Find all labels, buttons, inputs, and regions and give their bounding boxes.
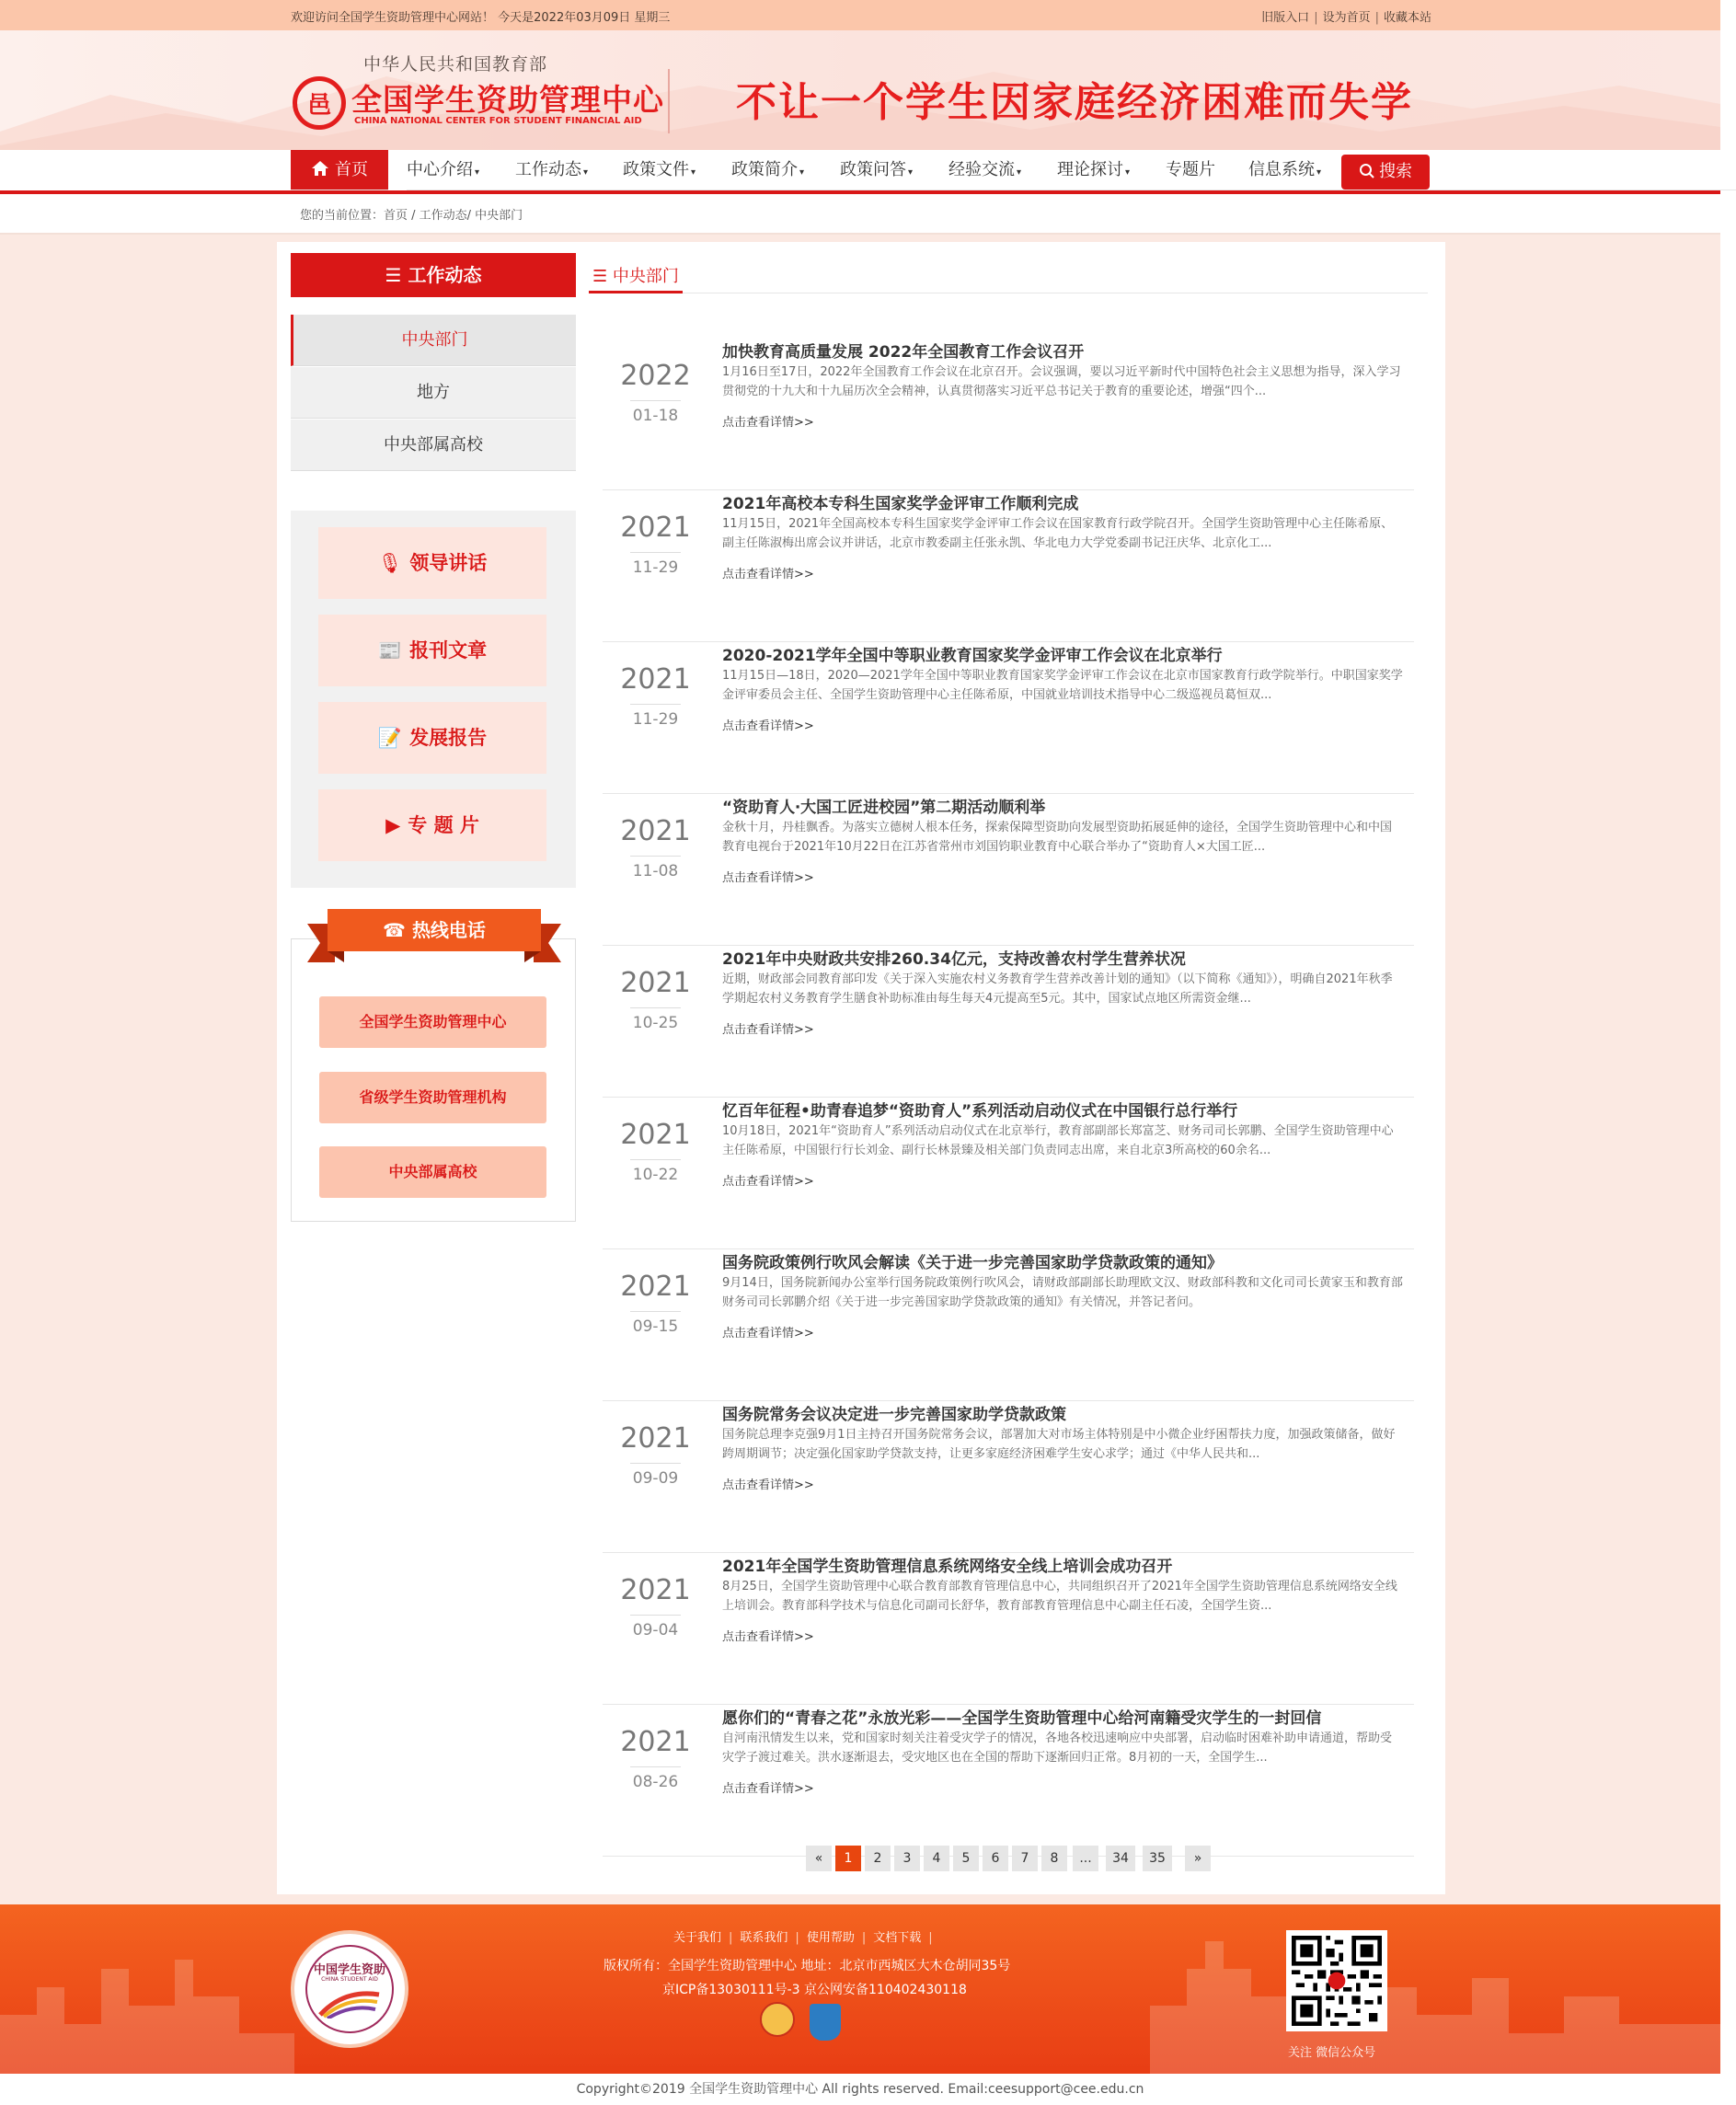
date-divider	[630, 856, 681, 857]
newspaper-icon: 📰	[377, 639, 403, 661]
wechat-qr-code	[1286, 1930, 1387, 2031]
play-icon: ▶	[385, 814, 401, 836]
news-item[interactable]	[603, 1401, 1414, 1553]
press-articles-button[interactable]	[318, 615, 546, 686]
sidebar-item-universities[interactable]: 中央部属高校	[291, 420, 576, 471]
search-icon	[1359, 163, 1375, 179]
news-date: 10-25	[632, 1014, 679, 1032]
date-divider	[630, 1007, 681, 1008]
news-date: 11-29	[632, 710, 679, 729]
read-more-link[interactable]: 点击查看详情>>	[722, 1023, 814, 1037]
logo-swoosh-icon	[316, 1987, 383, 2019]
report-icon: 📝	[377, 727, 403, 749]
news-year: 2021	[620, 512, 691, 544]
news-item[interactable]	[603, 1249, 1414, 1401]
pager-page-button[interactable]: 5	[953, 1846, 979, 1871]
caret-down-icon: ▾	[1125, 167, 1131, 178]
pager-page-button[interactable]: 1	[835, 1846, 861, 1871]
footer-logo-sub: CHINA STUDENT AID	[321, 1976, 378, 1983]
feature-film-button[interactable]	[318, 789, 546, 861]
sidebar-title	[291, 253, 576, 297]
news-year: 2021	[620, 663, 691, 696]
hotline-provincial-button[interactable]: 省级学生资助管理机构	[319, 1072, 546, 1123]
read-more-link[interactable]: 点击查看详情>>	[722, 1630, 814, 1644]
hotline-title-text: 热线电话	[411, 919, 486, 941]
nav-label: 理论探讨	[1057, 160, 1123, 179]
development-report-button[interactable]	[318, 702, 546, 774]
news-item[interactable]	[603, 642, 1414, 794]
hotline-title	[307, 909, 561, 951]
footer-logo-text: 中国学生资助	[313, 1963, 385, 1977]
news-title[interactable]: 2021年全国学生资助管理信息系统网络安全线上培训会成功召开	[722, 1558, 1173, 1576]
date-divider	[630, 704, 681, 705]
news-item[interactable]	[603, 1098, 1414, 1249]
nav-label: 政策简介	[731, 160, 798, 179]
set-homepage-link[interactable]: 设为首页	[1322, 11, 1371, 25]
news-title[interactable]: 2021年中央财政共安排260.34亿元，支持改善农村学生营养状况	[722, 950, 1186, 969]
date-divider	[630, 1766, 681, 1767]
news-title[interactable]: “资助育人‧大国工匠进校园”第二期活动顺利举	[722, 799, 1046, 817]
pager-page-button[interactable]: 6	[983, 1846, 1008, 1871]
news-year: 2021	[620, 1422, 691, 1455]
sidebar-title-text: 工作动态	[408, 264, 482, 286]
news-date: 01-18	[632, 407, 679, 425]
nav-label: 信息系统	[1248, 160, 1315, 179]
old-version-link[interactable]: 旧版入口	[1261, 11, 1310, 25]
top-bar	[0, 0, 1720, 30]
site-header	[0, 30, 1720, 150]
date-divider	[630, 1159, 681, 1160]
news-summary: 国务院总理李克强9月1日主持召开国务院常务会议，部署加大对市场主体特别是中小微企业纾困帮扶力度，加强政策储备，做好跨周期调节；决定强化国家助学贷款支持，让更多家庭经济困难学生安心求学；通过《中华人民共和...	[722, 1428, 1396, 1461]
news-item[interactable]	[603, 1705, 1414, 1857]
footer-link-contact[interactable]: 联系我们	[740, 1931, 788, 1945]
search-label: 搜索	[1379, 162, 1412, 181]
news-summary: 金秋十月，丹桂飘香。为落实立德树人根本任务，探索保障型资助向发展型资助拓展延伸的途径，全国学生资助管理中心和中国教育电视台于2021年10月22日在江苏省常州市刘国钧职业教育中心联合举办了“资助育人×大国工匠...	[722, 821, 1393, 854]
nav-label: 经验交流	[948, 160, 1015, 179]
caret-down-icon: ▾	[1017, 167, 1022, 178]
bookmark-link[interactable]: 收藏本站	[1383, 11, 1431, 25]
read-more-link[interactable]: 点击查看详情>>	[722, 719, 814, 733]
nav-label: 专题片	[1166, 160, 1215, 179]
tab-central[interactable]	[589, 262, 683, 293]
news-date: 11-08	[632, 862, 679, 880]
news-year: 2021	[620, 815, 691, 847]
news-date: 09-09	[632, 1469, 679, 1488]
police-badge-icon[interactable]	[760, 2002, 795, 2037]
security-shield-icon[interactable]	[810, 2004, 841, 2041]
footer-logo[interactable]	[291, 1930, 408, 2048]
nav-label: 政策问答	[840, 160, 906, 179]
caret-down-icon: ▾	[799, 167, 805, 178]
pager-page-button[interactable]: 7	[1012, 1846, 1038, 1871]
read-more-link[interactable]: 点击查看详情>>	[722, 1478, 814, 1492]
tab-label: 中央部门	[612, 267, 679, 286]
pager-next-button[interactable]: »	[1185, 1846, 1211, 1871]
news-date: 09-15	[632, 1317, 679, 1336]
caret-down-icon: ▾	[691, 167, 696, 178]
sidebar-item-local[interactable]: 地方	[291, 367, 576, 419]
leader-speech-button[interactable]	[318, 527, 546, 599]
caret-down-icon: ▾	[1316, 167, 1322, 178]
news-date: 09-04	[632, 1621, 679, 1639]
caret-down-icon: ▾	[583, 167, 589, 178]
copyright-text: Copyright©2019 全国学生资助管理中心 All rights reserved. Email:ceesupport@cee.edu.cn	[576, 2082, 1144, 2097]
footer-links: 关于我们 | 联系我们 | 使用帮助 | 文档下载 |	[673, 1931, 933, 1945]
header-divider	[668, 69, 670, 133]
main-nav	[0, 150, 1720, 194]
date-divider	[630, 1463, 681, 1464]
news-title[interactable]: 国务院政策例行吹风会解读《关于进一步完善国家助学贷款政策的通知》	[722, 1254, 1223, 1272]
qr-label: 关注 微信公众号	[1288, 2046, 1376, 2060]
news-title[interactable]: 忆百年征程•助青春追梦“资助育人”系列活动启动仪式在中国银行总行举行	[722, 1102, 1238, 1121]
read-more-link[interactable]: 点击查看详情>>	[722, 1175, 814, 1189]
read-more-link[interactable]: 点击查看详情>>	[722, 1327, 814, 1340]
news-summary: 11月15日，2021年全国高校本专科生国家奖学金评审工作会议在国家教育行政学院召开。全国学生资助管理中心主任陈希原、副主任陈淑梅出席会议并讲话，北京市教委副主任张永凯、华北电力大学党委副书记汪庆华、北京化工...	[722, 517, 1394, 550]
news-summary: 近期，财政部会同教育部印发《关于深入实施农村义务教育学生营养改善计划的通知》（以下简称《通知》），明确自2021年秋季学期起农村义务教育学生膳食补助标准由每生每天4元提高至5元。其中，国家试点地区所需资金继...	[722, 972, 1393, 1006]
read-more-link[interactable]: 点击查看详情>>	[722, 871, 814, 885]
button-label: 发展报告	[409, 727, 488, 749]
read-more-link[interactable]: 点击查看详情>>	[722, 568, 814, 581]
hotline-universities-button[interactable]: 中央部属高校	[319, 1146, 546, 1198]
pager-prev-button[interactable]: «	[806, 1846, 832, 1871]
news-title[interactable]: 愿你们的“青春之花”永放光彩——全国学生资助管理中心给河南籍受灾学生的一封回信	[722, 1709, 1322, 1728]
site-title[interactable]: 全国学生资助管理中心	[351, 82, 664, 118]
news-item[interactable]	[603, 794, 1414, 946]
footer-link-about[interactable]: 关于我们	[673, 1931, 722, 1945]
news-summary: 1月16日至17日，2022年全国教育工作会议在北京召开。会议强调，要以习近平新时代中国特色社会主义思想为指导，深入学习贯彻党的十九大和十九届历次全会精神，认真贯彻落实习近平总书记关于教育的重要论述，增强“四个...	[722, 365, 1401, 398]
date-divider	[630, 552, 681, 553]
nav-info-system[interactable]	[1248, 150, 1736, 190]
qr-code-icon	[1292, 1936, 1382, 2026]
date-divider	[630, 1615, 681, 1616]
list-header	[589, 262, 1428, 293]
news-title[interactable]: 国务院常务会议决定进一步完善国家助学贷款政策	[722, 1406, 1066, 1424]
news-summary: 9月14日，国务院新闻办公室举行国务院政策例行吹风会，请财政部副部长助理欧文汉、财政部科教和文化司司长黄家玉和教育部财务司司长郭鹏介绍《关于进一步完善国家助学贷款政策的通知》有关情况，并答记者问。	[722, 1276, 1403, 1309]
news-item[interactable]	[603, 339, 1414, 490]
footer-copyright-address: 版权所有：全国学生资助管理中心 地址：北京市西城区大木仓胡同35号	[604, 1959, 1011, 1973]
site-footer	[0, 1904, 1720, 2074]
news-year: 2021	[620, 1271, 691, 1303]
news-year: 2021	[620, 1726, 691, 1758]
pager-page-button[interactable]: 3	[894, 1846, 920, 1871]
button-label: 报刊文章	[409, 639, 488, 661]
date-divider	[630, 1311, 681, 1312]
news-title[interactable]: 2021年高校本专科生国家奖学金评审工作顺利完成	[722, 495, 1079, 513]
microphone-icon: 🎙	[377, 552, 403, 574]
news-item[interactable]	[603, 1553, 1414, 1705]
nav-home[interactable]	[291, 150, 388, 190]
news-summary: 自河南汛情发生以来，党和国家时刻关注着受灾学子的情况，各地各校迅速响应中央部署，启动临时困难补助申请通道，帮助受灾学子渡过难关。洪水逐渐退去，受灾地区也在全国的帮助下逐渐回归正常。8月初的一天，全国学生...	[722, 1731, 1393, 1765]
search-button[interactable]	[1341, 155, 1430, 190]
news-year: 2022	[620, 360, 691, 392]
pager-page-button[interactable]: 8	[1041, 1846, 1067, 1871]
news-summary: 10月18日，2021年“资助育人”系列活动启动仪式在北京举行，教育部副部长郑富芝、财务司司长郭鹏、全国学生资助管理中心主任陈希原，中国银行行长刘金、副行长林景臻及相关部门负责同志出席，来自北京3所高校的60余名...	[722, 1124, 1394, 1157]
button-label: 领导讲话	[409, 552, 488, 574]
caret-down-icon: ▾	[908, 167, 914, 178]
phone-icon: ☎	[383, 919, 406, 941]
breadcrumb[interactable]: 您的当前位置：首页 / 工作动态/ 中央部门	[300, 209, 523, 223]
center-logo-icon[interactable]: ⾢	[293, 76, 346, 130]
footer-link-downloads[interactable]: 文档下载	[873, 1931, 922, 1945]
news-year: 2021	[620, 967, 691, 999]
pager-page-button[interactable]: 2	[865, 1846, 891, 1871]
news-date: 11-29	[632, 558, 679, 577]
pager-page-button[interactable]: 34	[1106, 1846, 1135, 1871]
footer-link-help[interactable]: 使用帮助	[806, 1931, 855, 1945]
home-icon	[311, 160, 329, 177]
nav-label: 政策文件	[623, 160, 689, 179]
nav-home-label: 首页	[335, 160, 368, 179]
hotline-national-center-button[interactable]: 全国学生资助管理中心	[319, 996, 546, 1048]
news-summary: 11月15日—18日，2020—2021学年全国中等职业教育国家奖学金评审工作会议在北京市国家教育行政学院举行。中职国家奖学金评审委员会主任、全国学生资助管理中心主任陈希原，中国就业培训技术指导中心二级巡视员葛恒双...	[722, 669, 1403, 702]
sidebar-item-central[interactable]: 中央部门	[291, 315, 576, 366]
news-title[interactable]: 加快教育高质量发展 2022年全国教育工作会议召开	[722, 343, 1085, 362]
button-label: 专 题 片	[408, 814, 479, 836]
site-title-en: CHINA NATIONAL CENTER FOR STUDENT FINANCIAL AID	[354, 116, 642, 126]
welcome-text: 欢迎访问全国学生资助管理中心网站！ 今天是2022年03月09日 星期三	[291, 11, 671, 25]
date-divider	[630, 400, 681, 401]
list-icon: ☰	[592, 267, 608, 286]
footer-icp[interactable]: 京ICP备13030111号-3 京公网安备110402430118	[662, 1983, 967, 1997]
top-links: 旧版入口 | 设为首页 | 收藏本站	[1261, 11, 1431, 25]
pager-ellipsis: ...	[1073, 1846, 1098, 1871]
news-date: 08-26	[632, 1773, 679, 1791]
ministry-label: 中华人民共和国教育部	[363, 54, 548, 75]
pager-page-button[interactable]: 35	[1143, 1846, 1172, 1871]
news-item[interactable]	[603, 946, 1414, 1098]
news-title[interactable]: 2020-2021学年全国中等职业教育国家奖学金评审工作会议在北京举行	[722, 647, 1223, 665]
list-icon: ☰	[385, 264, 402, 286]
news-summary: 8月25日，全国学生资助管理中心联合教育部教育管理信息中心，共同组织召开了2021年全国学生资助管理信息系统网络安全线上培训会。教育部科学技术与信息化司副司长舒华，教育部教育管理信息中心副主任石凌，全国学生资...	[722, 1580, 1397, 1613]
caret-down-icon: ▾	[475, 167, 480, 178]
news-year: 2021	[620, 1574, 691, 1606]
news-year: 2021	[620, 1119, 691, 1151]
pager-page-button[interactable]: 4	[924, 1846, 949, 1871]
read-more-link[interactable]: 点击查看详情>>	[722, 416, 814, 430]
news-item[interactable]	[603, 490, 1414, 642]
nav-label: 工作动态	[515, 160, 581, 179]
news-date: 10-22	[632, 1166, 679, 1184]
read-more-link[interactable]: 点击查看详情>>	[722, 1782, 814, 1796]
header-slogan: 不让一个学生因家庭经济困难而失学	[736, 79, 1413, 126]
nav-label: 中心介绍	[407, 160, 473, 179]
